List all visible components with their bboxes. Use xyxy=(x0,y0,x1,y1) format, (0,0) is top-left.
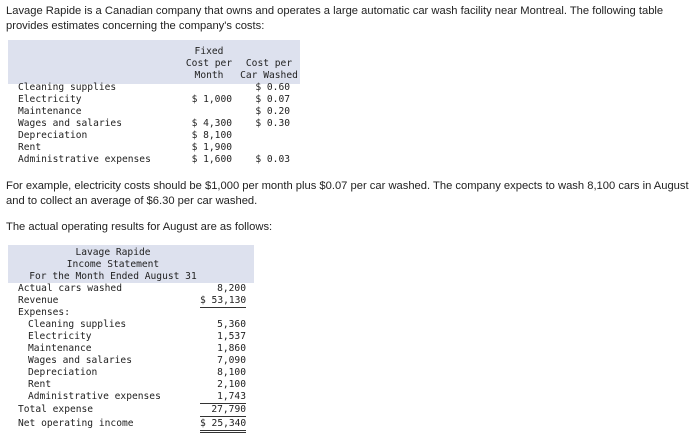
income-row-value: $ 25,340 xyxy=(200,418,246,433)
income-statement-title: Income Statement xyxy=(66,259,160,270)
income-row-value: 1,743 xyxy=(200,391,246,404)
income-row-value: 1,537 xyxy=(217,331,246,342)
income-statement xyxy=(8,245,254,435)
cost-row-label: Electricity xyxy=(18,94,82,105)
cost-row-administrative-expenses xyxy=(8,154,300,166)
actual-results-intro: The actual operating results for August are as follows: xyxy=(6,221,273,233)
cost-row-fixed: $ 4,300 xyxy=(191,118,232,129)
cost-row-variable: $ 0.30 xyxy=(255,118,290,129)
income-row-wages-and-salaries xyxy=(8,355,254,367)
cost-row-label: Cleaning supplies xyxy=(18,82,117,93)
cost-row-fixed: $ 1,000 xyxy=(191,94,232,105)
income-row-actual-cars-washed xyxy=(8,283,254,295)
income-row-rent xyxy=(8,379,254,391)
cost-row-maintenance xyxy=(8,106,300,118)
variable-cost-header-line-2: Car Washed xyxy=(240,70,298,81)
cost-row-fixed: $ 8,100 xyxy=(191,130,232,141)
cost-row-label: Maintenance xyxy=(18,106,82,117)
income-row-label: Total expense xyxy=(18,404,94,415)
cost-row-rent xyxy=(8,142,300,154)
income-row-electricity xyxy=(8,331,254,343)
variable-cost-header xyxy=(240,58,298,82)
income-row-label: Electricity xyxy=(28,331,92,342)
income-row-maintenance xyxy=(8,343,254,355)
variable-cost-header-line-1: Cost per xyxy=(245,58,293,69)
income-row-label: Depreciation xyxy=(28,367,98,378)
cost-row-fixed: $ 1,600 xyxy=(191,154,232,165)
income-row-label: Rent xyxy=(28,379,52,390)
cost-row-label: Rent xyxy=(18,142,42,153)
intro-paragraph: Lavage Rapide is a Canadian company that owns and operates a large automatic car wash facility near Montreal. The following table provides estimates concerning the company's costs: xyxy=(6,5,664,32)
cost-row-cleaning-supplies xyxy=(8,82,300,94)
income-row-label: Administrative expenses xyxy=(28,391,161,402)
income-row-label: Cleaning supplies xyxy=(28,319,127,330)
cost-row-electricity xyxy=(8,94,300,106)
income-row-value: 2,100 xyxy=(217,379,246,390)
fixed-cost-header-line-1: Fixed xyxy=(194,46,224,57)
income-statement-company: Lavage Rapide xyxy=(75,247,151,258)
income-row-label: Actual cars washed xyxy=(18,283,122,294)
income-row-label: Maintenance xyxy=(28,343,92,354)
cost-row-variable: $ 0.07 xyxy=(255,94,290,105)
cost-row-label: Wages and salaries xyxy=(18,118,122,129)
cost-estimates-table xyxy=(8,40,300,168)
income-row-net-operating-income xyxy=(8,418,254,430)
income-row-value: 7,090 xyxy=(217,355,246,366)
cost-row-label: Depreciation xyxy=(18,130,88,141)
cost-row-depreciation xyxy=(8,130,300,142)
income-row-value: 27,790 xyxy=(200,404,246,417)
fixed-cost-header xyxy=(182,46,236,82)
example-paragraph: For example, electricity costs should be $1,000 per month plus $0.07 per car washed. The company expects to wash 8,100 cars in August and to collect an average of $6.30 per car washed. xyxy=(6,180,689,207)
income-row-label: Wages and salaries xyxy=(28,355,132,366)
cost-row-label: Administrative expenses xyxy=(18,154,151,165)
income-row-label: Revenue xyxy=(18,295,59,306)
fixed-cost-header-line-2: Cost per xyxy=(185,58,233,69)
income-row-label: Expenses: xyxy=(18,307,70,318)
cost-row-wages-and-salaries xyxy=(8,118,300,130)
income-statement-period: For the Month Ended August 31 xyxy=(29,271,197,282)
income-row-depreciation xyxy=(8,367,254,379)
income-row-label: Net operating income xyxy=(18,418,134,429)
income-row-value: $ 53,130 xyxy=(200,295,247,306)
income-row-value: 5,360 xyxy=(217,319,246,330)
income-row-total-expense xyxy=(8,404,254,416)
cost-row-fixed: $ 1,900 xyxy=(191,142,232,153)
income-row-revenue xyxy=(8,295,254,307)
income-row-cleaning-supplies xyxy=(8,319,254,331)
income-row-value: 8,100 xyxy=(217,367,246,378)
income-row-value: 1,860 xyxy=(217,343,246,354)
income-row-administrative-expenses xyxy=(8,391,254,403)
income-row-value: 8,200 xyxy=(217,283,246,294)
fixed-cost-header-line-3: Month xyxy=(194,70,224,81)
cost-row-variable: $ 0.20 xyxy=(255,106,290,117)
income-row-expenses-heading xyxy=(8,307,254,319)
cost-row-variable: $ 0.60 xyxy=(255,82,290,93)
cost-row-variable: $ 0.03 xyxy=(255,154,290,165)
